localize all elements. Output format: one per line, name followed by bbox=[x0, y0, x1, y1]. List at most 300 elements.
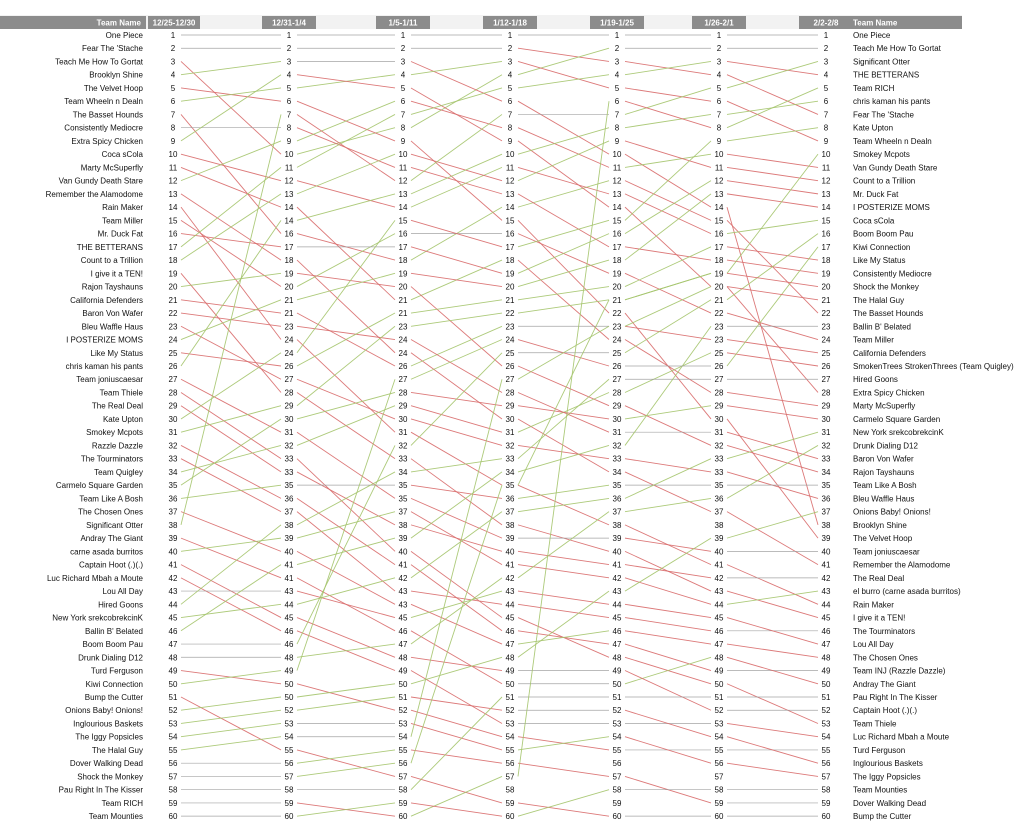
right-team-name: Marty McSuperfly bbox=[853, 401, 916, 411]
left-team-name: The Basset Hounds bbox=[72, 110, 143, 120]
rank-number: 6 bbox=[170, 97, 176, 107]
rank-change-line bbox=[411, 88, 502, 114]
rank-number: 3 bbox=[614, 57, 620, 67]
rank-number: 55 bbox=[821, 745, 831, 755]
rank-number: 38 bbox=[821, 520, 831, 530]
rank-change-line bbox=[518, 485, 609, 498]
rank-change-line bbox=[411, 61, 502, 101]
right-team-name: Van Gundy Death Stare bbox=[853, 163, 938, 173]
rank-number: 58 bbox=[714, 785, 724, 795]
rank-number: 16 bbox=[612, 229, 622, 239]
rank-number: 20 bbox=[821, 282, 831, 292]
rank-number: 30 bbox=[821, 414, 831, 424]
rank-number: 50 bbox=[821, 679, 831, 689]
left-team-name: Consistently Mediocre bbox=[64, 123, 143, 133]
rank-number: 4 bbox=[170, 70, 176, 80]
rank-number: 47 bbox=[398, 640, 408, 650]
rank-number: 32 bbox=[612, 441, 622, 451]
rank-number: 34 bbox=[612, 467, 622, 477]
rank-change-line bbox=[297, 273, 395, 286]
rank-number: 11 bbox=[714, 163, 724, 173]
rank-number: 23 bbox=[821, 322, 831, 332]
rank-number: 46 bbox=[284, 640, 294, 650]
right-team-name: California Defenders bbox=[853, 348, 926, 358]
rank-number: 44 bbox=[168, 600, 178, 610]
rank-number: 56 bbox=[612, 759, 622, 769]
rank-number: 36 bbox=[284, 494, 294, 504]
rank-number: 22 bbox=[612, 309, 622, 319]
rank-change-line bbox=[411, 154, 502, 194]
rank-number: 44 bbox=[284, 600, 294, 610]
left-team-name: Turd Ferguson bbox=[90, 666, 143, 676]
rank-number: 43 bbox=[398, 587, 408, 597]
rank-number: 6 bbox=[507, 97, 513, 107]
rank-number: 13 bbox=[284, 189, 294, 199]
right-team-name: Luc Richard Mbah a Moute bbox=[853, 732, 950, 742]
rank-number: 45 bbox=[398, 613, 408, 623]
rank-change-line bbox=[518, 128, 609, 168]
rank-change-line bbox=[411, 631, 502, 684]
rank-change-line bbox=[727, 181, 818, 194]
rank-number: 31 bbox=[284, 428, 294, 438]
rank-number: 42 bbox=[168, 573, 178, 583]
rank-number: 28 bbox=[821, 388, 831, 398]
rank-number: 21 bbox=[714, 295, 724, 305]
rank-number: 18 bbox=[168, 256, 178, 266]
rank-number: 42 bbox=[398, 573, 408, 583]
rank-number: 35 bbox=[714, 481, 724, 491]
rank-number: 37 bbox=[168, 507, 178, 517]
rank-change-line bbox=[727, 287, 818, 300]
rank-number: 48 bbox=[284, 653, 294, 663]
rank-change-line bbox=[181, 525, 281, 604]
rank-change-line bbox=[625, 247, 711, 260]
right-team-name: Onions Baby! Onions! bbox=[853, 507, 931, 517]
rank-number: 4 bbox=[614, 70, 620, 80]
rank-number: 40 bbox=[505, 547, 515, 557]
left-team-name: Brooklyn Shine bbox=[89, 70, 143, 80]
left-team-name: Boom Boom Pau bbox=[82, 640, 143, 650]
rank-number: 33 bbox=[714, 467, 724, 477]
left-team-name: THE BETTERANS bbox=[76, 242, 143, 252]
rank-change-line bbox=[181, 75, 281, 141]
left-team-name: Carmelo Square Garden bbox=[55, 481, 143, 491]
rank-number: 5 bbox=[716, 83, 722, 93]
rank-change-line bbox=[727, 88, 818, 128]
rank-number: 48 bbox=[714, 653, 724, 663]
rank-change-line bbox=[625, 181, 711, 221]
rank-number: 19 bbox=[821, 269, 831, 279]
rank-number: 58 bbox=[398, 785, 408, 795]
left-team-name: Marty McSuperfly bbox=[80, 163, 143, 173]
rank-number: 60 bbox=[821, 812, 831, 822]
rank-number: 45 bbox=[284, 613, 294, 623]
rank-change-line bbox=[181, 697, 281, 750]
rank-number: 11 bbox=[505, 163, 515, 173]
rank-change-line bbox=[411, 671, 502, 724]
rank-change-line bbox=[727, 723, 818, 736]
rank-number: 8 bbox=[614, 123, 620, 133]
rank-number: 27 bbox=[168, 375, 178, 385]
rank-change-line bbox=[518, 75, 609, 88]
right-team-name: Bleu Waffle Haus bbox=[853, 494, 915, 504]
rank-number: 14 bbox=[284, 216, 294, 226]
rank-number: 33 bbox=[398, 454, 408, 464]
left-team-name: Drunk Dialing D12 bbox=[78, 653, 143, 663]
right-team-name: Drunk Dialing D12 bbox=[853, 441, 918, 451]
rank-number: 8 bbox=[286, 123, 292, 133]
rank-number: 7 bbox=[614, 110, 620, 120]
left-team-name: Rajon Tayshauns bbox=[81, 282, 143, 292]
header-week-label: 12/25-12/30 bbox=[152, 18, 196, 28]
rank-change-line bbox=[727, 273, 818, 286]
rank-number: 52 bbox=[284, 706, 294, 716]
right-team-name: The Real Deal bbox=[853, 573, 905, 583]
rank-number: 54 bbox=[168, 732, 178, 742]
right-team-name: Baron Von Wafer bbox=[853, 454, 914, 464]
right-team-name: Team RICH bbox=[853, 83, 895, 93]
rank-number: 14 bbox=[714, 203, 724, 213]
rank-number: 16 bbox=[398, 229, 408, 239]
rank-change-line bbox=[297, 551, 395, 604]
rank-number: 18 bbox=[284, 256, 294, 266]
right-team-name: New York srekcobrekcinK bbox=[853, 428, 944, 438]
rank-change-line bbox=[625, 154, 711, 167]
rank-number: 35 bbox=[821, 481, 831, 491]
rank-number: 47 bbox=[168, 640, 178, 650]
header-right-label: Team Name bbox=[853, 18, 898, 28]
rank-change-line bbox=[411, 710, 502, 736]
rank-number: 30 bbox=[284, 414, 294, 424]
rank-number: 2 bbox=[400, 44, 406, 54]
right-team-name: Team Mounties bbox=[853, 785, 908, 795]
rank-change-line bbox=[411, 340, 502, 393]
right-team-name: Hired Goons bbox=[853, 375, 898, 385]
rank-number: 55 bbox=[505, 745, 515, 755]
rank-change-line bbox=[625, 459, 711, 499]
rank-number: 57 bbox=[168, 772, 178, 782]
rank-number: 23 bbox=[168, 322, 178, 332]
rank-number: 29 bbox=[821, 401, 831, 411]
rank-number: 50 bbox=[612, 679, 622, 689]
rank-change-line bbox=[181, 234, 281, 247]
right-team-name: chris kaman his pants bbox=[853, 97, 931, 107]
rank-number: 42 bbox=[612, 573, 622, 583]
rank-number: 54 bbox=[284, 732, 294, 742]
rank-change-line bbox=[625, 326, 711, 445]
rank-change-line bbox=[727, 353, 818, 366]
rank-change-line bbox=[518, 128, 609, 154]
left-team-name: The Tourminators bbox=[80, 454, 143, 464]
rank-number: 50 bbox=[714, 679, 724, 689]
rank-number: 25 bbox=[821, 348, 831, 358]
rank-change-line bbox=[518, 167, 609, 193]
left-team-name: One Piece bbox=[105, 31, 143, 40]
rank-number: 49 bbox=[612, 666, 622, 676]
rank-number: 1 bbox=[286, 31, 292, 40]
rank-change-line bbox=[518, 260, 609, 286]
rank-number: 16 bbox=[284, 229, 294, 239]
rank-number: 8 bbox=[507, 123, 513, 133]
rank-change-line bbox=[411, 697, 502, 790]
rank-number: 35 bbox=[505, 481, 515, 491]
rank-change-line bbox=[625, 472, 711, 512]
rank-number: 46 bbox=[612, 626, 622, 636]
rank-change-line bbox=[625, 644, 711, 670]
rank-change-line bbox=[297, 432, 395, 498]
rank-change-line bbox=[625, 194, 711, 260]
rank-number: 11 bbox=[821, 163, 831, 173]
rank-change-line bbox=[181, 300, 281, 313]
rank-change-line bbox=[625, 671, 711, 711]
rank-change-line bbox=[518, 419, 609, 472]
rank-number: 26 bbox=[714, 362, 724, 371]
rank-number: 42 bbox=[821, 573, 831, 583]
left-team-name: Bump the Cutter bbox=[84, 693, 143, 702]
left-team-name: The Halal Guy bbox=[91, 745, 143, 755]
left-team-name: Coca sCola bbox=[101, 150, 143, 160]
right-team-name: The Chosen Ones bbox=[853, 653, 918, 663]
rank-number: 46 bbox=[505, 626, 515, 636]
rank-number: 40 bbox=[168, 547, 178, 557]
rank-number: 38 bbox=[168, 520, 178, 530]
rank-number: 43 bbox=[612, 587, 622, 597]
left-team-name: The Chosen Ones bbox=[78, 507, 143, 517]
rank-number: 43 bbox=[284, 587, 294, 597]
rank-change-line bbox=[625, 114, 711, 127]
rank-change-line bbox=[411, 61, 502, 74]
rank-number: 15 bbox=[168, 216, 178, 226]
rank-change-line bbox=[727, 154, 818, 273]
rank-number: 20 bbox=[168, 282, 178, 292]
rank-change-line bbox=[411, 114, 502, 180]
rank-change-line bbox=[181, 326, 281, 379]
left-team-name: The Real Deal bbox=[91, 401, 143, 411]
rank-change-line bbox=[518, 803, 609, 816]
rank-number: 31 bbox=[505, 428, 515, 438]
rank-number: 29 bbox=[612, 401, 622, 411]
rank-change-line bbox=[297, 114, 395, 180]
rank-change-line bbox=[411, 485, 502, 763]
rank-change-line bbox=[297, 392, 395, 418]
left-team-name: Andray The Giant bbox=[80, 534, 143, 544]
rank-change-line bbox=[625, 459, 711, 472]
rank-number: 28 bbox=[398, 388, 408, 398]
right-team-name: Consistently Mediocre bbox=[853, 269, 932, 279]
rank-change-line bbox=[625, 207, 711, 286]
rank-number: 15 bbox=[505, 216, 515, 226]
rank-number: 18 bbox=[398, 256, 408, 266]
rank-number: 21 bbox=[505, 295, 515, 305]
rank-number: 1 bbox=[614, 31, 620, 40]
rank-number: 13 bbox=[505, 189, 515, 199]
rank-number: 49 bbox=[168, 666, 178, 676]
rank-number: 33 bbox=[168, 454, 178, 464]
rank-number: 40 bbox=[714, 547, 724, 557]
rank-number: 8 bbox=[400, 123, 406, 133]
rank-number: 29 bbox=[284, 401, 294, 411]
right-team-name: Significant Otter bbox=[853, 57, 910, 67]
rank-number: 40 bbox=[612, 547, 622, 557]
rank-change-line bbox=[518, 591, 609, 657]
rank-change-line bbox=[181, 419, 281, 485]
rank-number: 17 bbox=[284, 242, 294, 252]
rank-number: 32 bbox=[284, 441, 294, 451]
rank-change-line bbox=[411, 551, 502, 617]
rank-number: 57 bbox=[398, 772, 408, 782]
rank-number: 38 bbox=[505, 520, 515, 530]
rank-change-line bbox=[297, 763, 395, 776]
rank-number: 48 bbox=[398, 653, 408, 663]
rank-number: 48 bbox=[168, 653, 178, 663]
rank-number: 2 bbox=[170, 44, 176, 54]
rank-change-line bbox=[727, 340, 818, 353]
rank-number: 18 bbox=[505, 256, 515, 266]
rank-number: 12 bbox=[714, 176, 724, 186]
rank-number: 1 bbox=[823, 31, 829, 40]
rank-number: 23 bbox=[714, 335, 724, 345]
rank-change-line bbox=[297, 684, 395, 710]
rank-change-line bbox=[181, 538, 281, 551]
rank-number: 58 bbox=[821, 785, 831, 795]
left-team-name: Team RICH bbox=[101, 798, 143, 808]
header-week-label: 2/2-2/8 bbox=[813, 18, 839, 28]
rank-number: 27 bbox=[821, 375, 831, 385]
left-team-name: The Iggy Popsicles bbox=[75, 732, 143, 742]
rank-number: 59 bbox=[505, 798, 515, 808]
right-team-name: Coca sCola bbox=[853, 216, 895, 226]
left-team-name: Captain Hoot (.)(.) bbox=[78, 560, 143, 570]
right-team-name: Team joniuscaesar bbox=[853, 547, 920, 557]
rank-change-line bbox=[625, 88, 711, 101]
rank-number: 25 bbox=[505, 348, 515, 358]
rank-number: 4 bbox=[400, 70, 406, 80]
rank-number: 29 bbox=[398, 401, 408, 411]
rank-number: 55 bbox=[398, 745, 408, 755]
rank-change-line bbox=[625, 141, 711, 167]
rank-number: 30 bbox=[714, 414, 724, 424]
rank-number: 49 bbox=[821, 666, 831, 676]
rank-number: 3 bbox=[400, 57, 406, 67]
right-team-name: Team Thiele bbox=[853, 719, 897, 729]
rank-change-line bbox=[411, 273, 502, 286]
rank-number: 45 bbox=[168, 613, 178, 623]
rank-number: 19 bbox=[398, 269, 408, 279]
right-team-name: Carmelo Square Garden bbox=[853, 414, 941, 424]
rank-number: 5 bbox=[507, 83, 513, 93]
rank-number: 9 bbox=[170, 136, 176, 146]
rank-number: 26 bbox=[821, 362, 831, 371]
rank-change-line bbox=[297, 538, 395, 564]
rank-change-line bbox=[625, 604, 711, 617]
rank-change-line bbox=[181, 565, 281, 631]
rank-number: 52 bbox=[714, 706, 724, 716]
rank-number: 21 bbox=[398, 295, 408, 305]
rank-number: 10 bbox=[714, 150, 724, 160]
right-team-name: Fear The 'Stache bbox=[853, 110, 914, 120]
rank-change-line bbox=[625, 181, 711, 234]
rank-number: 7 bbox=[507, 110, 513, 120]
rank-number: 20 bbox=[612, 282, 622, 292]
rank-change-line bbox=[411, 776, 502, 802]
right-team-name: Team Like A Bosh bbox=[853, 481, 917, 491]
rank-change-line bbox=[297, 750, 395, 763]
rank-number: 12 bbox=[821, 176, 831, 186]
rank-number: 49 bbox=[505, 666, 515, 676]
rank-number: 49 bbox=[398, 666, 408, 676]
rank-change-line bbox=[625, 618, 711, 631]
rank-number: 50 bbox=[398, 679, 408, 689]
rank-number: 10 bbox=[821, 150, 831, 160]
rank-change-line bbox=[518, 300, 609, 313]
left-team-name: Team Miller bbox=[102, 216, 143, 226]
rank-change-line bbox=[727, 154, 818, 167]
rank-change-line bbox=[625, 287, 711, 327]
rank-number: 21 bbox=[284, 309, 294, 319]
left-team-name: Ballin B' Belated bbox=[84, 626, 143, 636]
rank-number: 46 bbox=[398, 626, 408, 636]
rank-change-line bbox=[181, 512, 281, 552]
rank-number: 2 bbox=[716, 44, 722, 54]
left-team-name: Baron Von Wafer bbox=[82, 309, 143, 319]
rank-change-line bbox=[297, 114, 395, 167]
rank-number: 12 bbox=[505, 176, 515, 186]
rank-change-line bbox=[411, 101, 502, 127]
rank-number: 17 bbox=[714, 242, 724, 252]
rank-change-line bbox=[297, 181, 395, 207]
right-team-name: Lou All Day bbox=[853, 640, 894, 650]
rank-number: 37 bbox=[505, 507, 515, 517]
rank-number: 38 bbox=[398, 520, 408, 530]
rank-change-line bbox=[727, 565, 818, 605]
rank-number: 2 bbox=[614, 44, 620, 54]
rank-number: 60 bbox=[714, 812, 724, 822]
rank-number: 33 bbox=[505, 454, 515, 464]
rank-change-line bbox=[181, 445, 281, 498]
rank-number: 60 bbox=[398, 812, 408, 822]
rank-number: 27 bbox=[505, 375, 515, 385]
rank-number: 39 bbox=[398, 534, 408, 544]
rank-number: 6 bbox=[614, 97, 620, 107]
rank-number: 19 bbox=[168, 269, 178, 279]
header-week-label: 1/12-1/18 bbox=[493, 18, 527, 28]
rank-number: 50 bbox=[284, 693, 294, 702]
rank-change-line bbox=[727, 128, 818, 141]
rank-number: 9 bbox=[716, 136, 722, 146]
rank-number: 30 bbox=[168, 414, 178, 424]
rank-change-line bbox=[727, 763, 818, 776]
rank-number: 28 bbox=[505, 388, 515, 398]
rank-number: 55 bbox=[168, 745, 178, 755]
rank-change-line bbox=[411, 247, 502, 273]
rank-change-line bbox=[297, 326, 395, 405]
rank-change-line bbox=[727, 247, 818, 366]
left-team-name: The Velvet Hoop bbox=[83, 83, 143, 93]
left-team-name: Pau Right In The Kisser bbox=[58, 785, 143, 795]
rank-change-line bbox=[411, 498, 502, 538]
rank-number: 41 bbox=[505, 560, 515, 570]
left-team-name: Teach Me How To Gortat bbox=[55, 57, 143, 67]
rank-change-line bbox=[518, 763, 609, 776]
header-left-label: Team Name bbox=[96, 18, 141, 28]
left-team-name: Van Gundy Death Stare bbox=[58, 176, 143, 186]
right-team-name: Team Wheeln n Dealn bbox=[853, 136, 932, 146]
rank-number: 57 bbox=[821, 772, 831, 782]
rank-change-line bbox=[181, 459, 281, 512]
left-team-name: Team Quigley bbox=[94, 467, 143, 477]
rank-change-line bbox=[727, 194, 818, 207]
rank-change-line bbox=[411, 313, 502, 326]
